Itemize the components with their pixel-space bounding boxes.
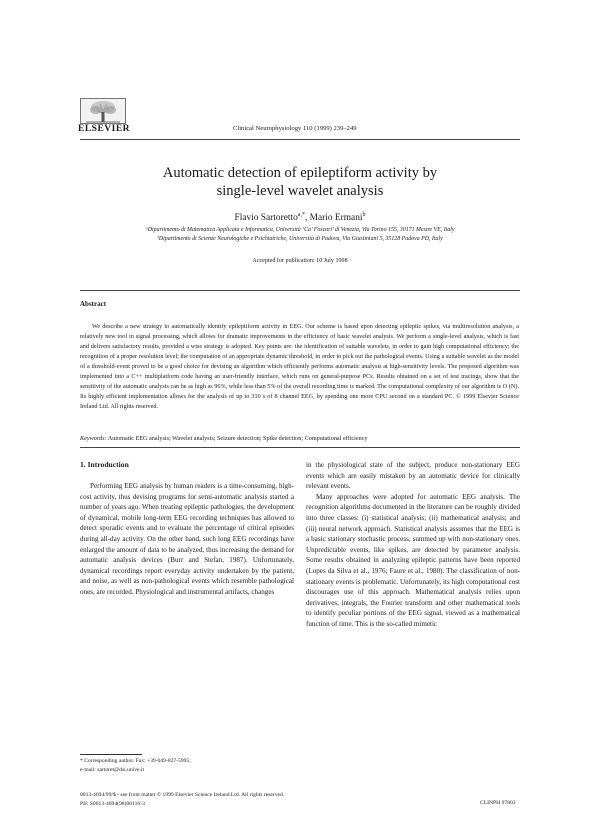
keywords-label: Keywords: xyxy=(80,435,107,442)
abstract-heading: Abstract xyxy=(80,300,107,308)
footnote xyxy=(80,757,294,774)
journal-reference: Clinical Neurophysiology 110 (1999) 239–249 xyxy=(233,125,357,132)
paragraph: Many approaches were adopted for automatic EEG analysis. The recognition algorithms documented in the literature can be roughly divided into three classes: (i) statistical analysis; (ii) mathematical analysis; and (iii) neural network approach. Statistical analysis assumes that the EEG is a basic stationary stochastic process, summed up with non-stationary ones. Unpredictable events, like spikes, are detected by parameter analysis. Some results obtained in analyzing epileptic patterns have been reported (Lopes da Silva et al., 1976; Faure et al., 1980). The classification of non-stationary events is problematic. Unfortunately, its high computational cost discourages use of this approach. Mathematical analysis relies upon derivatives, integrals, the Fourier transform and other mathematical tools to identify peculiar portions of the EEG signal, viewed as a mathematical function of time. This is the so-called mimetic xyxy=(306,492,520,628)
abstract-bottom-rule xyxy=(80,447,520,448)
accepted-date: Accepted for publication: 10 July 1998 xyxy=(252,258,348,264)
footer-code: CLINPH 97803 xyxy=(480,800,516,806)
author-affiliation-mark: a,* xyxy=(297,212,305,218)
footnote-email: e-mail: sartoret@dsi.unive.it xyxy=(80,766,145,773)
title-line-2: single-level wavelet analysis xyxy=(216,183,384,199)
footer-pii: PII: S0013-4694(98)00116-3 xyxy=(80,801,145,807)
footnote-corresponding-author: * Corresponding author. Fax: +39-049-827-5995; xyxy=(80,758,191,764)
affiliation-a: ᵃDipartimento di Matematica Applicata e Informatica, Università ‘Ca’ Foscari’ di Venezia, Via Torino 155, 30171 Mestre VE, Italy xyxy=(145,227,455,233)
article-title xyxy=(80,164,520,200)
author-name: Flavio Sartoretto xyxy=(234,213,298,224)
keywords xyxy=(80,435,520,442)
title-line-1: Automatic detection of epileptiform activity by xyxy=(162,165,438,181)
header-rule xyxy=(80,139,520,140)
section-heading: 1. Introduction xyxy=(80,460,129,469)
footnote-rule xyxy=(80,754,142,755)
abstract-body: We describe a new strategy to automatically identify epileptiform activity in EEG. Our scheme is based upon detecting epileptic spikes, via multiresolution analysis, a relatively new tool in signal processing, which allows for dramatic improvements in the efficiency of basic wavelet analysis. We perform a single-level analysis, which is fast and delivers satisfactory results, provided a wise strategy is adopted. Key points are: the identification of suitable wavelets, in order to gain high computational efficiency; the recognition of a proper resolution level; the computation of an appropriate dynamic threshold, in order to pick out the pathological events. Using a suitable wavelet as the model of a threshold-event proved to be a good choice for devising an algorithm which efficiently performs automatic analysis at high-sensitivity levels. The proposed algorithm was implemented into a C++ multiplatform code having an user-friendly interface, which runs on general-purpose PCs. Results obtained on a set of test tracings, show that the sensitivity of the automatic analysis can be as high as 96%, while less than 5% of the overall recording time is marked. The computational complexity of our algorithm is O (N). Its highly efficient implementation allows for the analysis of up to 310 s of 8 channel EEG, by spending one more CPU second on a standard PC. © 1999 Elsevier Science Ireland Ltd. All rights reserved. xyxy=(80,323,519,410)
author-name: Mario Ermani xyxy=(309,213,363,224)
paragraph: in the physiological state of the subject, produce non-stationary EEG events which are easily mistaken by an automatic device for clinically relevant events. xyxy=(306,461,520,491)
author-affiliation-mark: b xyxy=(362,212,366,218)
affiliation-b: ᵇDipartimento di Scienze Neurologiche e Psichiatriche, Università di Padova, Via Giustiniani 5, 35128 Padova PD, Italy xyxy=(157,236,443,242)
paragraph: Performing EEG analysis by human readers is a time-consuming, high-cost activity, thus devising programs for semi-automatic analysis started a number of years ago. When treating epileptic pathologies, the development of dynamical, mobile long-term EEG recording techniques has allowed to detect sporadic events and to evaluate the percentage of critical episodes during all-day activity. On the other hand, such long EEG recordings have enlarged the amount of data to be analyzed, thus increasing the demand for automatic analysis devices (Burr and Stefan, 1987). Unfortunately, dynamical recordings report everyday activity undertaken by the patient, and noise, as well as non-pathological events which resemble pathological ones, are recorded. Physiological and instrumental artifacts, changes xyxy=(80,482,294,596)
author-list xyxy=(80,212,520,223)
right-column xyxy=(306,460,520,630)
left-column xyxy=(80,481,294,598)
author-separator: , xyxy=(304,213,310,224)
keywords-list: Automatic EEG analysis; Wavelet analysis; Seizure detection; Spike detection; Computational efficiency xyxy=(106,435,368,442)
footer-issn: 0013-4694/99/$ - see front matter © 1999 Elsevier Science Ireland Ltd. All rights reserved. xyxy=(80,792,285,798)
publisher-name: ELSEVIER xyxy=(78,124,131,134)
abstract-top-rule xyxy=(80,290,520,291)
footer-copyright xyxy=(80,791,284,809)
